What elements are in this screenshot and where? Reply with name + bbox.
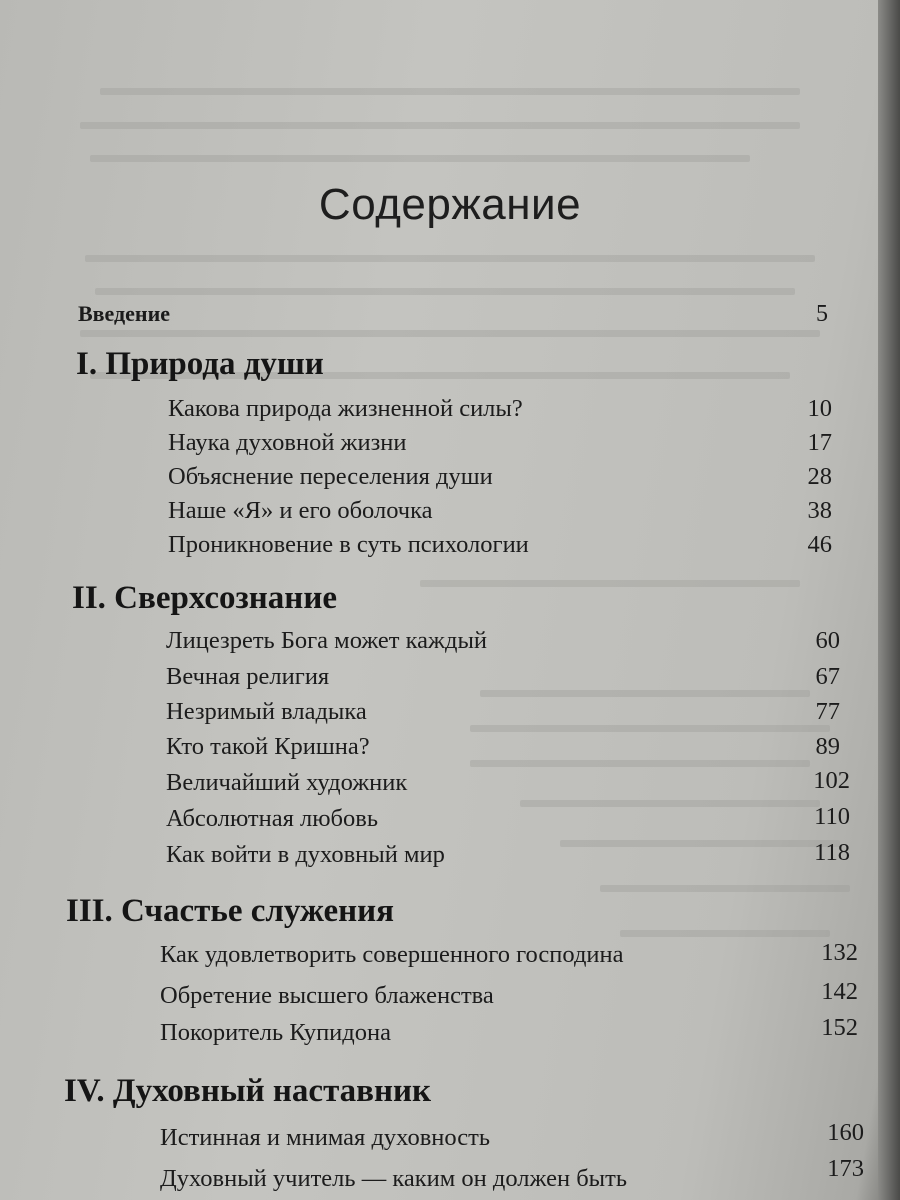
toc-page-number: 102 xyxy=(813,767,850,794)
toc-entry: Величайший художник xyxy=(166,769,408,796)
toc-page-number: 173 xyxy=(827,1155,864,1182)
part-2-heading: II. Сверхсознание xyxy=(72,580,337,616)
toc-entry: Духовный учитель — каким он должен быть xyxy=(160,1165,627,1192)
toc-entry: Вечная религия xyxy=(166,663,330,690)
toc-entry: Кто такой Кришна? xyxy=(166,733,370,760)
toc-entry: Объяснение переселения души xyxy=(168,463,493,490)
toc-page-number: 38 xyxy=(807,497,832,524)
toc-entry: Какова природа жизненной силы? xyxy=(168,395,523,422)
toc-entry: Лицезреть Бога может каждый xyxy=(166,627,488,654)
part-4-heading: IV. Духовный наставник xyxy=(64,1073,432,1109)
toc-entry: Проникновение в суть психологии xyxy=(168,531,529,558)
toc-page-number: 10 xyxy=(807,395,832,422)
toc-entry: Абсолютная любовь xyxy=(166,805,378,832)
toc-entry: Истинная и мнимая духовность xyxy=(160,1124,491,1151)
toc-entry: Обретение высшего блаженства xyxy=(160,982,494,1009)
toc-page-number: 67 xyxy=(815,663,840,690)
page-title: Содержание xyxy=(318,180,582,229)
toc-page-number: 28 xyxy=(807,463,832,490)
toc-entry: Как войти в духовный мир xyxy=(166,841,445,868)
toc-page-number: 142 xyxy=(821,978,858,1005)
part-1-heading: I. Природа души xyxy=(76,346,324,382)
toc-page-number: 160 xyxy=(827,1119,864,1146)
toc-page-number: 60 xyxy=(815,627,840,654)
toc-page-number: 118 xyxy=(814,839,850,866)
toc-page-number: 46 xyxy=(807,531,832,558)
toc-intro-label: Введение xyxy=(78,301,171,326)
toc-page-number: 89 xyxy=(815,733,840,760)
toc-entry: Покоритель Купидона xyxy=(160,1019,391,1046)
toc-page-number: 110 xyxy=(814,803,850,830)
toc-entry: Незримый владыка xyxy=(166,698,367,725)
toc-intro xyxy=(78,301,828,327)
toc-entry: Наука духовной жизни xyxy=(168,429,407,456)
toc-entry: Как удовлетворить совершенного господина xyxy=(160,941,624,968)
part-3-heading: III. Счастье служения xyxy=(66,893,394,929)
toc-page-number: 77 xyxy=(815,698,840,725)
toc-page-number: 132 xyxy=(821,939,858,966)
toc-intro-page: 5 xyxy=(816,301,828,327)
toc-page-number: 152 xyxy=(821,1014,858,1041)
toc-entry: Наше «Я» и его оболочка xyxy=(168,497,433,524)
toc-page-number: 17 xyxy=(807,429,832,456)
